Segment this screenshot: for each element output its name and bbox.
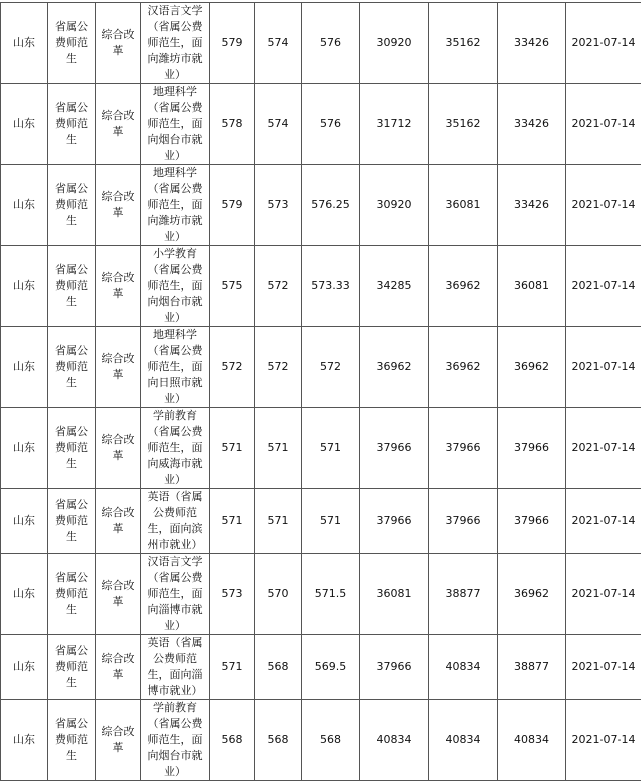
min-rank-cell: 37966 [429,408,498,489]
category-cell: 省属公费师范生 [48,635,96,700]
table-row [1,489,641,554]
major-cell: 学前教育（省属公费师范生，面向威海市就业） [141,408,210,489]
avg-score-cell: 573.33 [302,246,360,327]
date-cell: 2021-07-14 [566,489,641,554]
admission-score-table [0,2,641,781]
max-rank-cell: 31712 [360,84,429,165]
min-score-cell: 573 [255,165,302,246]
max-rank-cell: 37966 [360,635,429,700]
max-rank-cell: 37966 [360,489,429,554]
max-score-cell: 579 [210,165,255,246]
province-cell: 山东 [1,700,48,781]
max-score-cell: 579 [210,3,255,84]
max-score-cell: 571 [210,489,255,554]
avg-score-cell: 576 [302,3,360,84]
avg-rank-cell: 36081 [498,246,566,327]
major-cell: 地理科学（省属公费师范生，面向潍坊市就业） [141,165,210,246]
min-score-cell: 572 [255,246,302,327]
min-rank-cell: 37966 [429,489,498,554]
category-cell: 省属公费师范生 [48,246,96,327]
date-cell: 2021-07-14 [566,3,641,84]
avg-score-cell: 571.5 [302,554,360,635]
avg-score-cell: 576 [302,84,360,165]
table-row [1,246,641,327]
batch-cell: 综合改革 [96,84,141,165]
table-row [1,554,641,635]
min-score-cell: 568 [255,700,302,781]
table-row [1,165,641,246]
max-rank-cell: 30920 [360,165,429,246]
avg-rank-cell: 33426 [498,84,566,165]
category-cell: 省属公费师范生 [48,554,96,635]
table-body [1,3,641,781]
max-score-cell: 573 [210,554,255,635]
major-cell: 学前教育（省属公费师范生，面向烟台市就业） [141,700,210,781]
date-cell: 2021-07-14 [566,327,641,408]
max-rank-cell: 40834 [360,700,429,781]
max-score-cell: 572 [210,327,255,408]
avg-rank-cell: 38877 [498,635,566,700]
province-cell: 山东 [1,3,48,84]
category-cell: 省属公费师范生 [48,165,96,246]
major-cell: 汉语言文学（省属公费师范生，面向淄博市就业） [141,554,210,635]
min-rank-cell: 36962 [429,327,498,408]
table-row [1,3,641,84]
table-row [1,327,641,408]
avg-rank-cell: 36962 [498,554,566,635]
category-cell: 省属公费师范生 [48,700,96,781]
major-cell: 英语（省属公费师范生，面向滨州市就业） [141,489,210,554]
batch-cell: 综合改革 [96,3,141,84]
batch-cell: 综合改革 [96,246,141,327]
province-cell: 山东 [1,246,48,327]
min-rank-cell: 40834 [429,700,498,781]
max-rank-cell: 30920 [360,3,429,84]
max-score-cell: 575 [210,246,255,327]
max-rank-cell: 34285 [360,246,429,327]
avg-rank-cell: 40834 [498,700,566,781]
table-row [1,700,641,781]
province-cell: 山东 [1,165,48,246]
min-score-cell: 572 [255,327,302,408]
table-row [1,84,641,165]
major-cell: 地理科学（省属公费师范生，面向烟台市就业） [141,84,210,165]
major-cell: 英语（省属公费师范生，面向淄博市就业） [141,635,210,700]
province-cell: 山东 [1,327,48,408]
min-score-cell: 574 [255,3,302,84]
min-score-cell: 570 [255,554,302,635]
major-cell: 地理科学（省属公费师范生，面向日照市就业） [141,327,210,408]
province-cell: 山东 [1,408,48,489]
avg-score-cell: 576.25 [302,165,360,246]
max-score-cell: 571 [210,635,255,700]
batch-cell: 综合改革 [96,489,141,554]
category-cell: 省属公费师范生 [48,327,96,408]
min-score-cell: 571 [255,408,302,489]
avg-score-cell: 571 [302,408,360,489]
avg-rank-cell: 33426 [498,165,566,246]
min-rank-cell: 36081 [429,165,498,246]
province-cell: 山东 [1,489,48,554]
date-cell: 2021-07-14 [566,165,641,246]
batch-cell: 综合改革 [96,700,141,781]
batch-cell: 综合改革 [96,408,141,489]
min-score-cell: 574 [255,84,302,165]
max-score-cell: 568 [210,700,255,781]
min-rank-cell: 35162 [429,3,498,84]
batch-cell: 综合改革 [96,327,141,408]
category-cell: 省属公费师范生 [48,408,96,489]
table-row [1,635,641,700]
batch-cell: 综合改革 [96,635,141,700]
category-cell: 省属公费师范生 [48,84,96,165]
avg-score-cell: 571 [302,489,360,554]
category-cell: 省属公费师范生 [48,3,96,84]
max-score-cell: 578 [210,84,255,165]
avg-score-cell: 569.5 [302,635,360,700]
date-cell: 2021-07-14 [566,246,641,327]
min-rank-cell: 36962 [429,246,498,327]
province-cell: 山东 [1,635,48,700]
date-cell: 2021-07-14 [566,84,641,165]
date-cell: 2021-07-14 [566,700,641,781]
province-cell: 山东 [1,84,48,165]
major-cell: 小学教育（省属公费师范生，面向烟台市就业） [141,246,210,327]
min-score-cell: 571 [255,489,302,554]
province-cell: 山东 [1,554,48,635]
date-cell: 2021-07-14 [566,554,641,635]
max-rank-cell: 37966 [360,408,429,489]
date-cell: 2021-07-14 [566,408,641,489]
min-rank-cell: 38877 [429,554,498,635]
min-rank-cell: 35162 [429,84,498,165]
avg-rank-cell: 33426 [498,3,566,84]
max-rank-cell: 36081 [360,554,429,635]
category-cell: 省属公费师范生 [48,489,96,554]
avg-rank-cell: 37966 [498,408,566,489]
batch-cell: 综合改革 [96,165,141,246]
min-rank-cell: 40834 [429,635,498,700]
date-cell: 2021-07-14 [566,635,641,700]
max-score-cell: 571 [210,408,255,489]
table-row [1,408,641,489]
min-score-cell: 568 [255,635,302,700]
batch-cell: 综合改革 [96,554,141,635]
avg-score-cell: 568 [302,700,360,781]
max-rank-cell: 36962 [360,327,429,408]
avg-rank-cell: 36962 [498,327,566,408]
avg-score-cell: 572 [302,327,360,408]
avg-rank-cell: 37966 [498,489,566,554]
major-cell: 汉语言文学（省属公费师范生，面向潍坊市就业） [141,3,210,84]
